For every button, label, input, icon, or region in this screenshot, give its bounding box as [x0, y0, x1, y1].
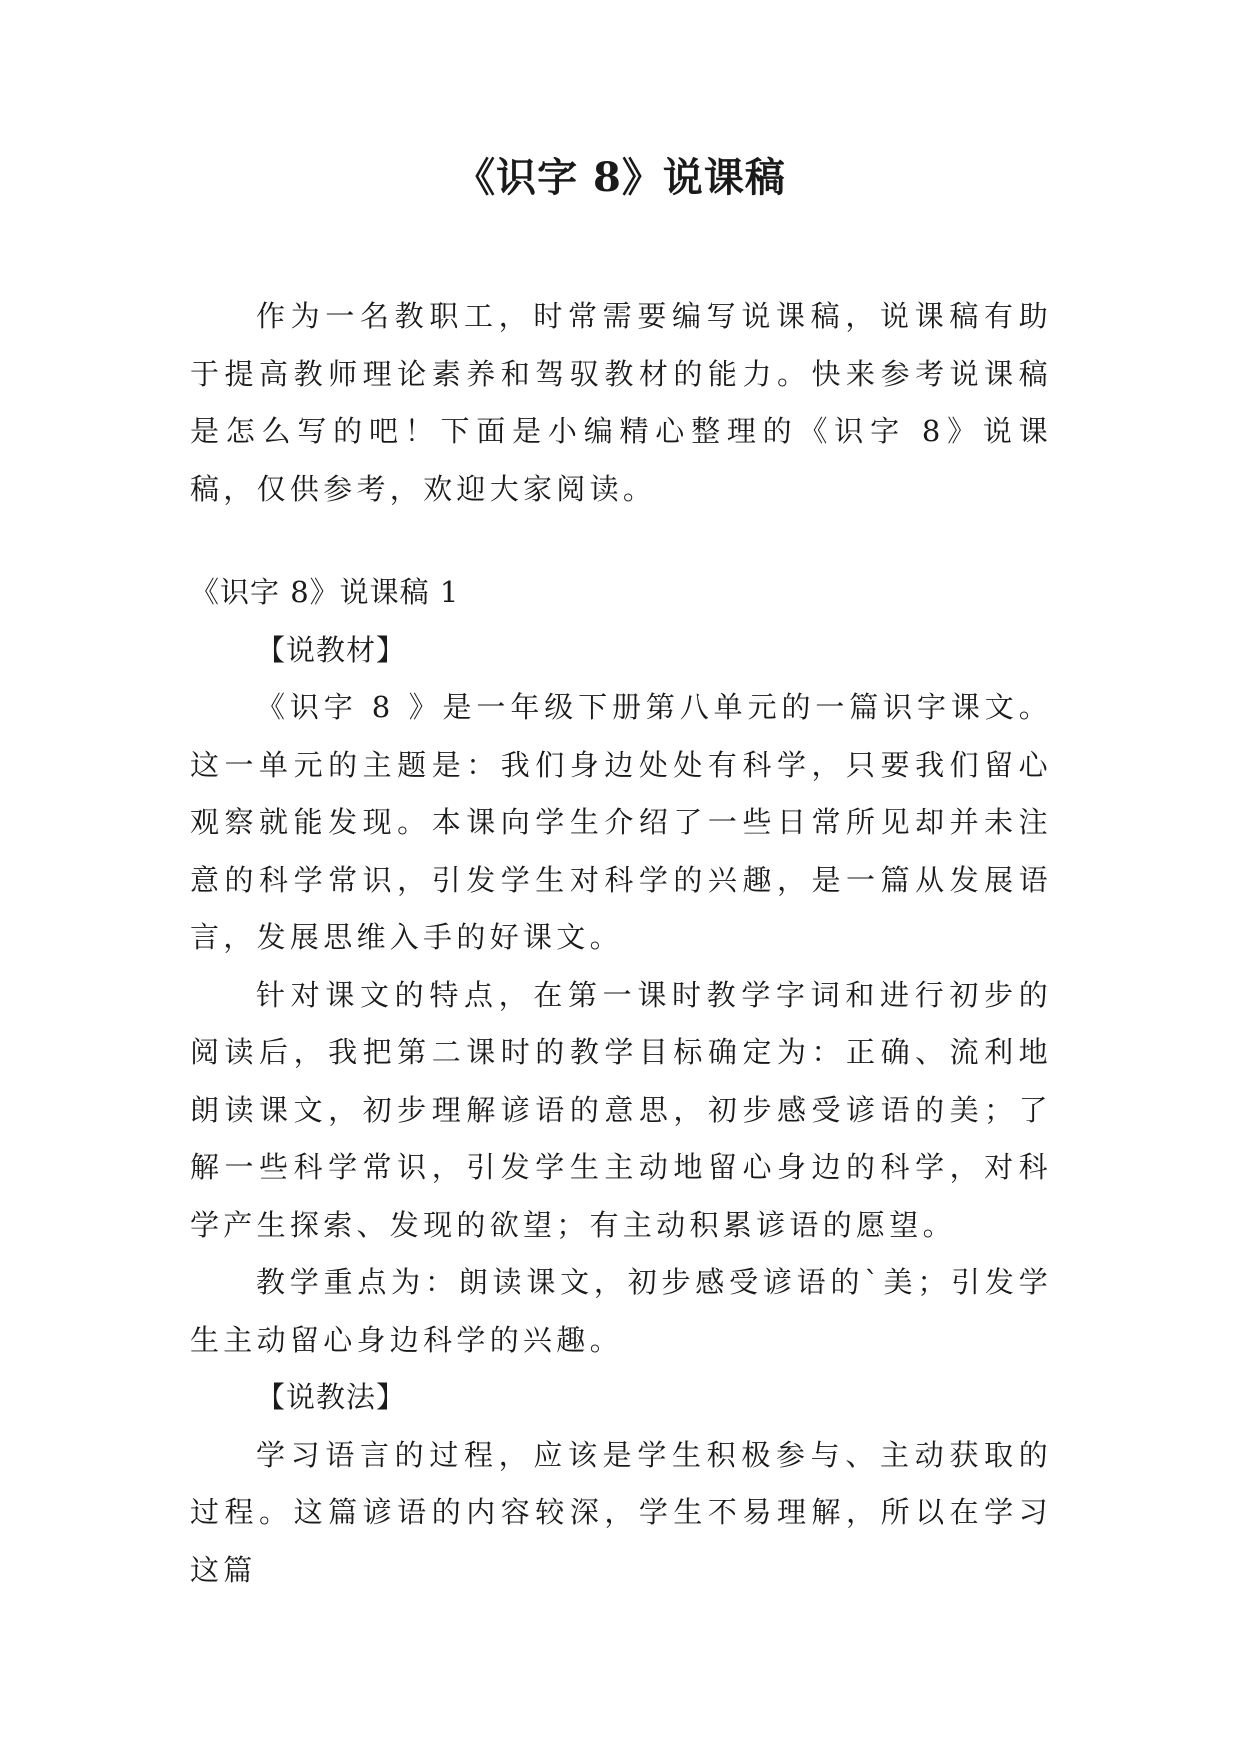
paragraph-textbook-3: 教学重点为：朗读课文，初步感受谚语的`美；引发学生主动留心身边科学的兴趣。	[190, 1265, 1052, 1357]
document-title: 《识字 8》说课稿	[455, 154, 786, 201]
intro-paragraph: 作为一名教职工，时常需要编写说课稿，说课稿有助于提高教师理论素养和驾驭教材的能力。快来参考说课稿是怎么写的吧！下面是小编精心整理的《识字 8》说课稿，仅供参考，欢迎大家阅读。	[190, 299, 1052, 506]
document-body	[190, 288, 1052, 1599]
paragraph-method-1: 学习语言的过程，应该是学生积极参与、主动获取的过程。这篇谚语的内容较深，学生不易理解，所以在学习这篇	[190, 1437, 1052, 1587]
heading-method: 【说教法】	[256, 1380, 407, 1414]
heading-textbook: 【说教材】	[256, 632, 407, 667]
paragraph-textbook-2: 针对课文的特点，在第一课时教学字词和进行初步的阅读后，我把第二课时的教学目标确定为：正确、流利地朗读课文，初步理解谚语的意思，初步感受谚语的美；了解一些科学常识，引发学生主动地留心身边的科学，对科学产生探索、发现的欲望；有主动积累谚语的愿望。	[190, 977, 1052, 1242]
spacer	[190, 518, 1052, 564]
paragraph-textbook-1: 《识字 8 》是一年级下册第八单元的一篇识字课文。这一单元的主题是：我们身边处处有科学，只要我们留心观察就能发现。本课向学生介绍了一些日常所见却并未注意的科学常识，引发学生对科学的兴趣，是一篇从发展语言，发展思维入手的好课文。	[190, 690, 1052, 954]
section-title: 《识字 8》说课稿 1	[190, 575, 460, 609]
